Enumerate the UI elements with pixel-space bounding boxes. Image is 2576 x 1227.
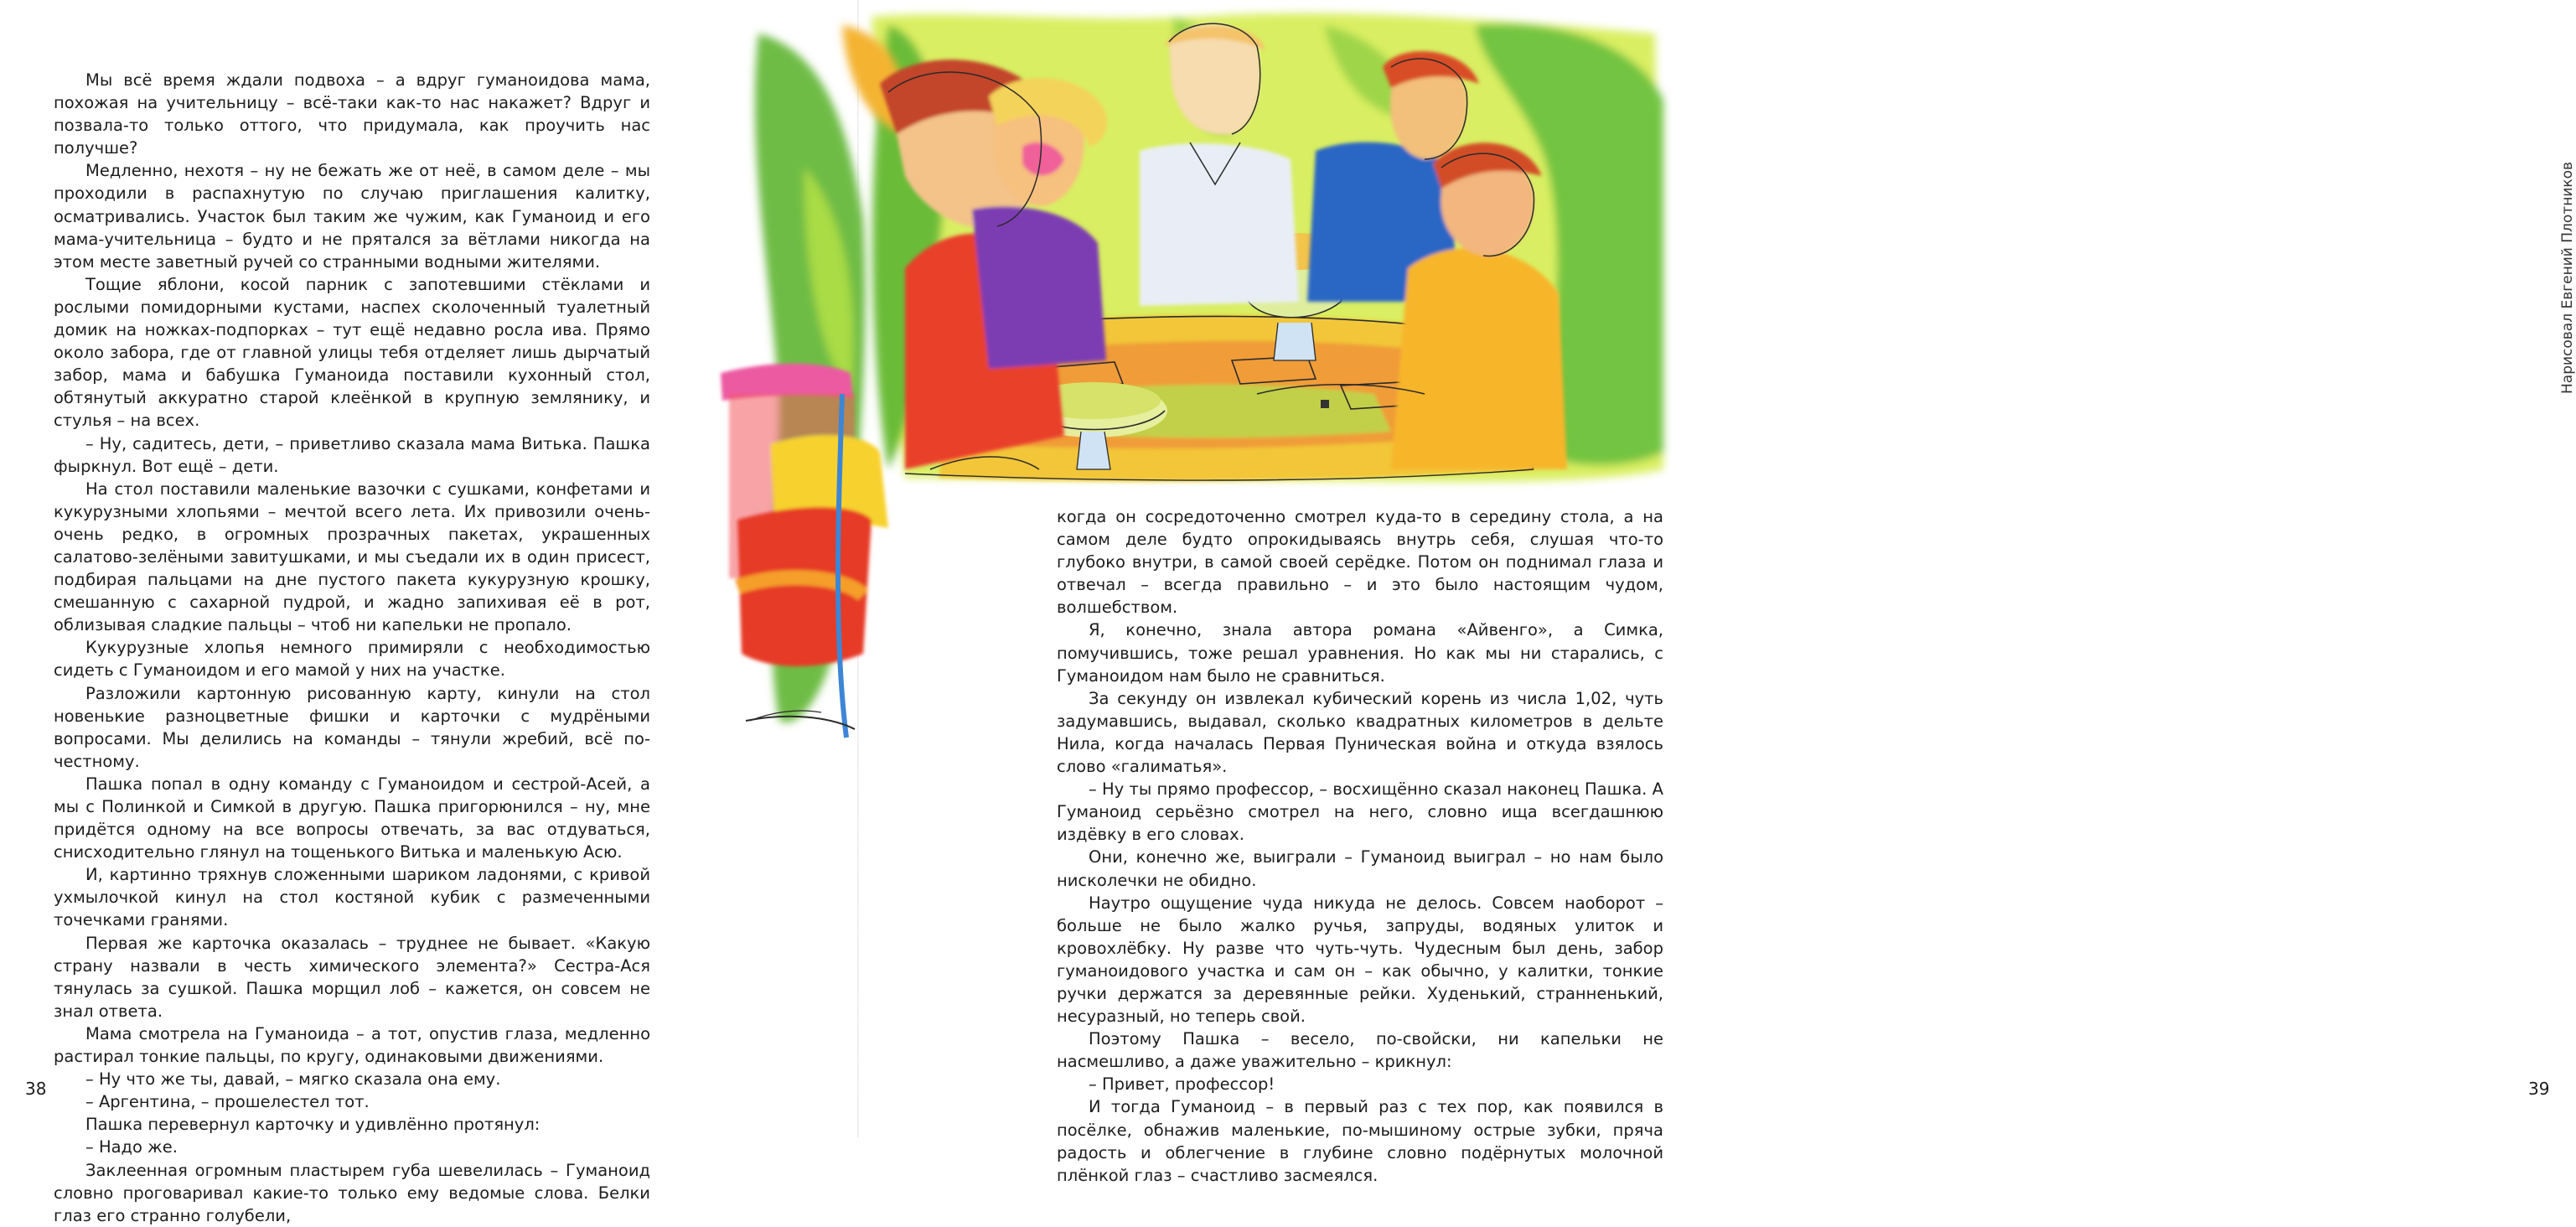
- paragraph: – Надо же.: [85, 1137, 178, 1157]
- paragraph: И тогда Гуманоид – в первый раз с тех пор, как появился в посёлке, обнажив маленькие, по-мышиному острые зубки, пряча радость и облегчение в глубине словно подёрнутых молочной плёнкой глаз – счастливо засмеялся.: [1057, 1097, 1663, 1185]
- paragraph: Первая же карточка оказалась – труднее не бывает. «Какую страну назвали в честь химического элемента?» Сестра-Ася тянулась за сушкой. Пашка морщил лоб – кажется, он совсем не знал ответа.: [54, 933, 650, 1021]
- paragraph: Мама смотрела на Гуманоида – а тот, опустив глаза, медленно растирал тонкие пальцы, по кругу, одинаковыми движениями.: [54, 1023, 650, 1067]
- paragraph: Мы всё время ждали подвоха – а вдруг гуманоидова мама, похожая на учительницу – всё-таки как-то нас накажет? Вдруг и позвала-то только оттого, что придумала, как проучить нас получше?: [54, 70, 650, 158]
- paragraph: когда он сосредоточенно смотрел куда-то в середину стола, а на самом деле будто опрокидываясь внутрь себя, слушая что-то глубоко внутри, в самой своей серёдке. Потом он поднимал глаза и отвечал – всегда правильно – и это было настоящим чудом, волшебством.: [1057, 507, 1663, 618]
- paragraph: И, картинно тряхнув сложенными шариком ладонями, с кривой ухмылочкой кинул на стол костяной кубик с размеченными точечками гранями.: [54, 865, 650, 930]
- paragraph: – Аргентина, – прошелестел тот.: [85, 1092, 370, 1112]
- page-number-left: 38: [25, 1079, 47, 1099]
- paragraph: – Ну что же ты, давай, – мягко сказала она ему.: [85, 1069, 501, 1090]
- paragraph: Тощие яблони, косой парник с запотевшими стёклами и рослыми помидорными кустами, наспех сколоченный туалетный домик на ножках-подпорках – тут ещё недавно росла ива. Прямо около забора, где от главной улицы тебя отделяет лишь дырчатый забор, мама и бабушка Гуманоида поставили кухонный стол, обтянутый аккуратно старой клеёнкой в крупную землянику, и стулья – на всех.: [54, 274, 650, 431]
- paragraph: Они, конечно же, выиграли – Гуманоид выиграл – но нам было нисколечки не обидно.: [1057, 847, 1663, 890]
- page-number-right: 39: [2528, 1079, 2550, 1099]
- paragraph: Я, конечно, знала автора романа «Айвенго», а Симка, помучившись, тоже решал уравнения. Но как мы ни старались, с Гуманоидом нам было не сравниться.: [1057, 620, 1663, 686]
- paragraph: – Ну ты прямо профессор, – восхищённо сказал наконец Пашка. А Гуманоид серьёзно смотрел на него, словно ища всегдашнюю издёвку в его словах.: [1057, 779, 1663, 845]
- paragraph: – Ну, садитесь, дети, – приветливо сказала мама Витька. Пашка фыркнул. Вот ещё – дети.: [54, 433, 650, 476]
- paragraph: За секунду он извлекал кубический корень из числа 1,02, чуть задумавшись, выдавал, сколько квадратных километров в дельте Нила, когда началась Первая Пуническая война и откуда взялось слово «галиматья».: [1057, 688, 1663, 777]
- paragraph: На стол поставили маленькие вазочки с сушками, конфетами и кукурузными хлопьями – мечтой всего лета. Их привозили очень-очень редко, в огромных прозрачных пакетах, украшенных салатово-зелёными завитушками, и мы съедали их в один присест, подбирая пальцами на дне пустого пакета кукурузную крошку, смешанную с сахарной пудрой, и жадно запихивая её в рот, облизывая сладкие пальцы – чтоб ни капельки не пропало.: [54, 479, 650, 635]
- paragraph: Пашка перевернул карточку и удивлённо протянул:: [85, 1115, 541, 1135]
- right-page-text: [1057, 505, 1663, 1187]
- paragraph: Кукурузные хлопья немного примиряли с необходимостью сидеть с Гуманоидом и его мамой у них на участке.: [54, 638, 650, 681]
- paragraph: Пашка попал в одну команду с Гуманоидом и сестрой-Асей, а мы с Полинкой и Симкой в другую. Пашка пригорюнился – ну, мне придётся одному на все вопросы отвечать, за вас отдуваться, снисходительно глянул на тощенького Витька и маленькую Асю.: [54, 774, 650, 862]
- illustration-credit: Нарисовал Евгений Плотников: [2559, 161, 2576, 394]
- paragraph: – Привет, профессор!: [1089, 1074, 1275, 1095]
- paragraph: Медленно, нехотя – ну не бежать же от неё, в самом деле – мы проходили в распахнутую по случаю приглашения калитку, осматривались. Участок был таким же чужим, как Гуманоид и его мама-учительница – будто и не прятался за вётлами никогда на этом месте заветный ручей со странными водными жителями.: [54, 161, 650, 272]
- paragraph: Наутро ощущение чуда никуда не делось. Совсем наоборот – больше не было жалко ручья, запруды, водяных улиток и кровохлёбку. Ну разве что чуть-чуть. Чудесным был день, забор гуманоидового участка и сам он – как обычно, у калитки, тонкие ручки держатся за деревянные рейки. Худенький, странненький, несуразный, но теперь свой.: [1057, 893, 1663, 1027]
- paragraph: Разложили картонную рисованную карту, кинули на стол новенькие разноцветные фишки и карточки с мудрёными вопросами. Мы делились на команды – тянули жребий, всё по-честному.: [54, 683, 650, 771]
- paragraph: Заклеенная огромным пластырем губа шевелилась – Гуманоид словно проговаривал какие-то только ему ведомые слова. Белки глаз его странно голубели,: [54, 1160, 650, 1225]
- paragraph: Поэтому Пашка – весело, по-свойски, ни капельки не насмешливо, а даже уважительно – крикнул:: [1057, 1029, 1663, 1072]
